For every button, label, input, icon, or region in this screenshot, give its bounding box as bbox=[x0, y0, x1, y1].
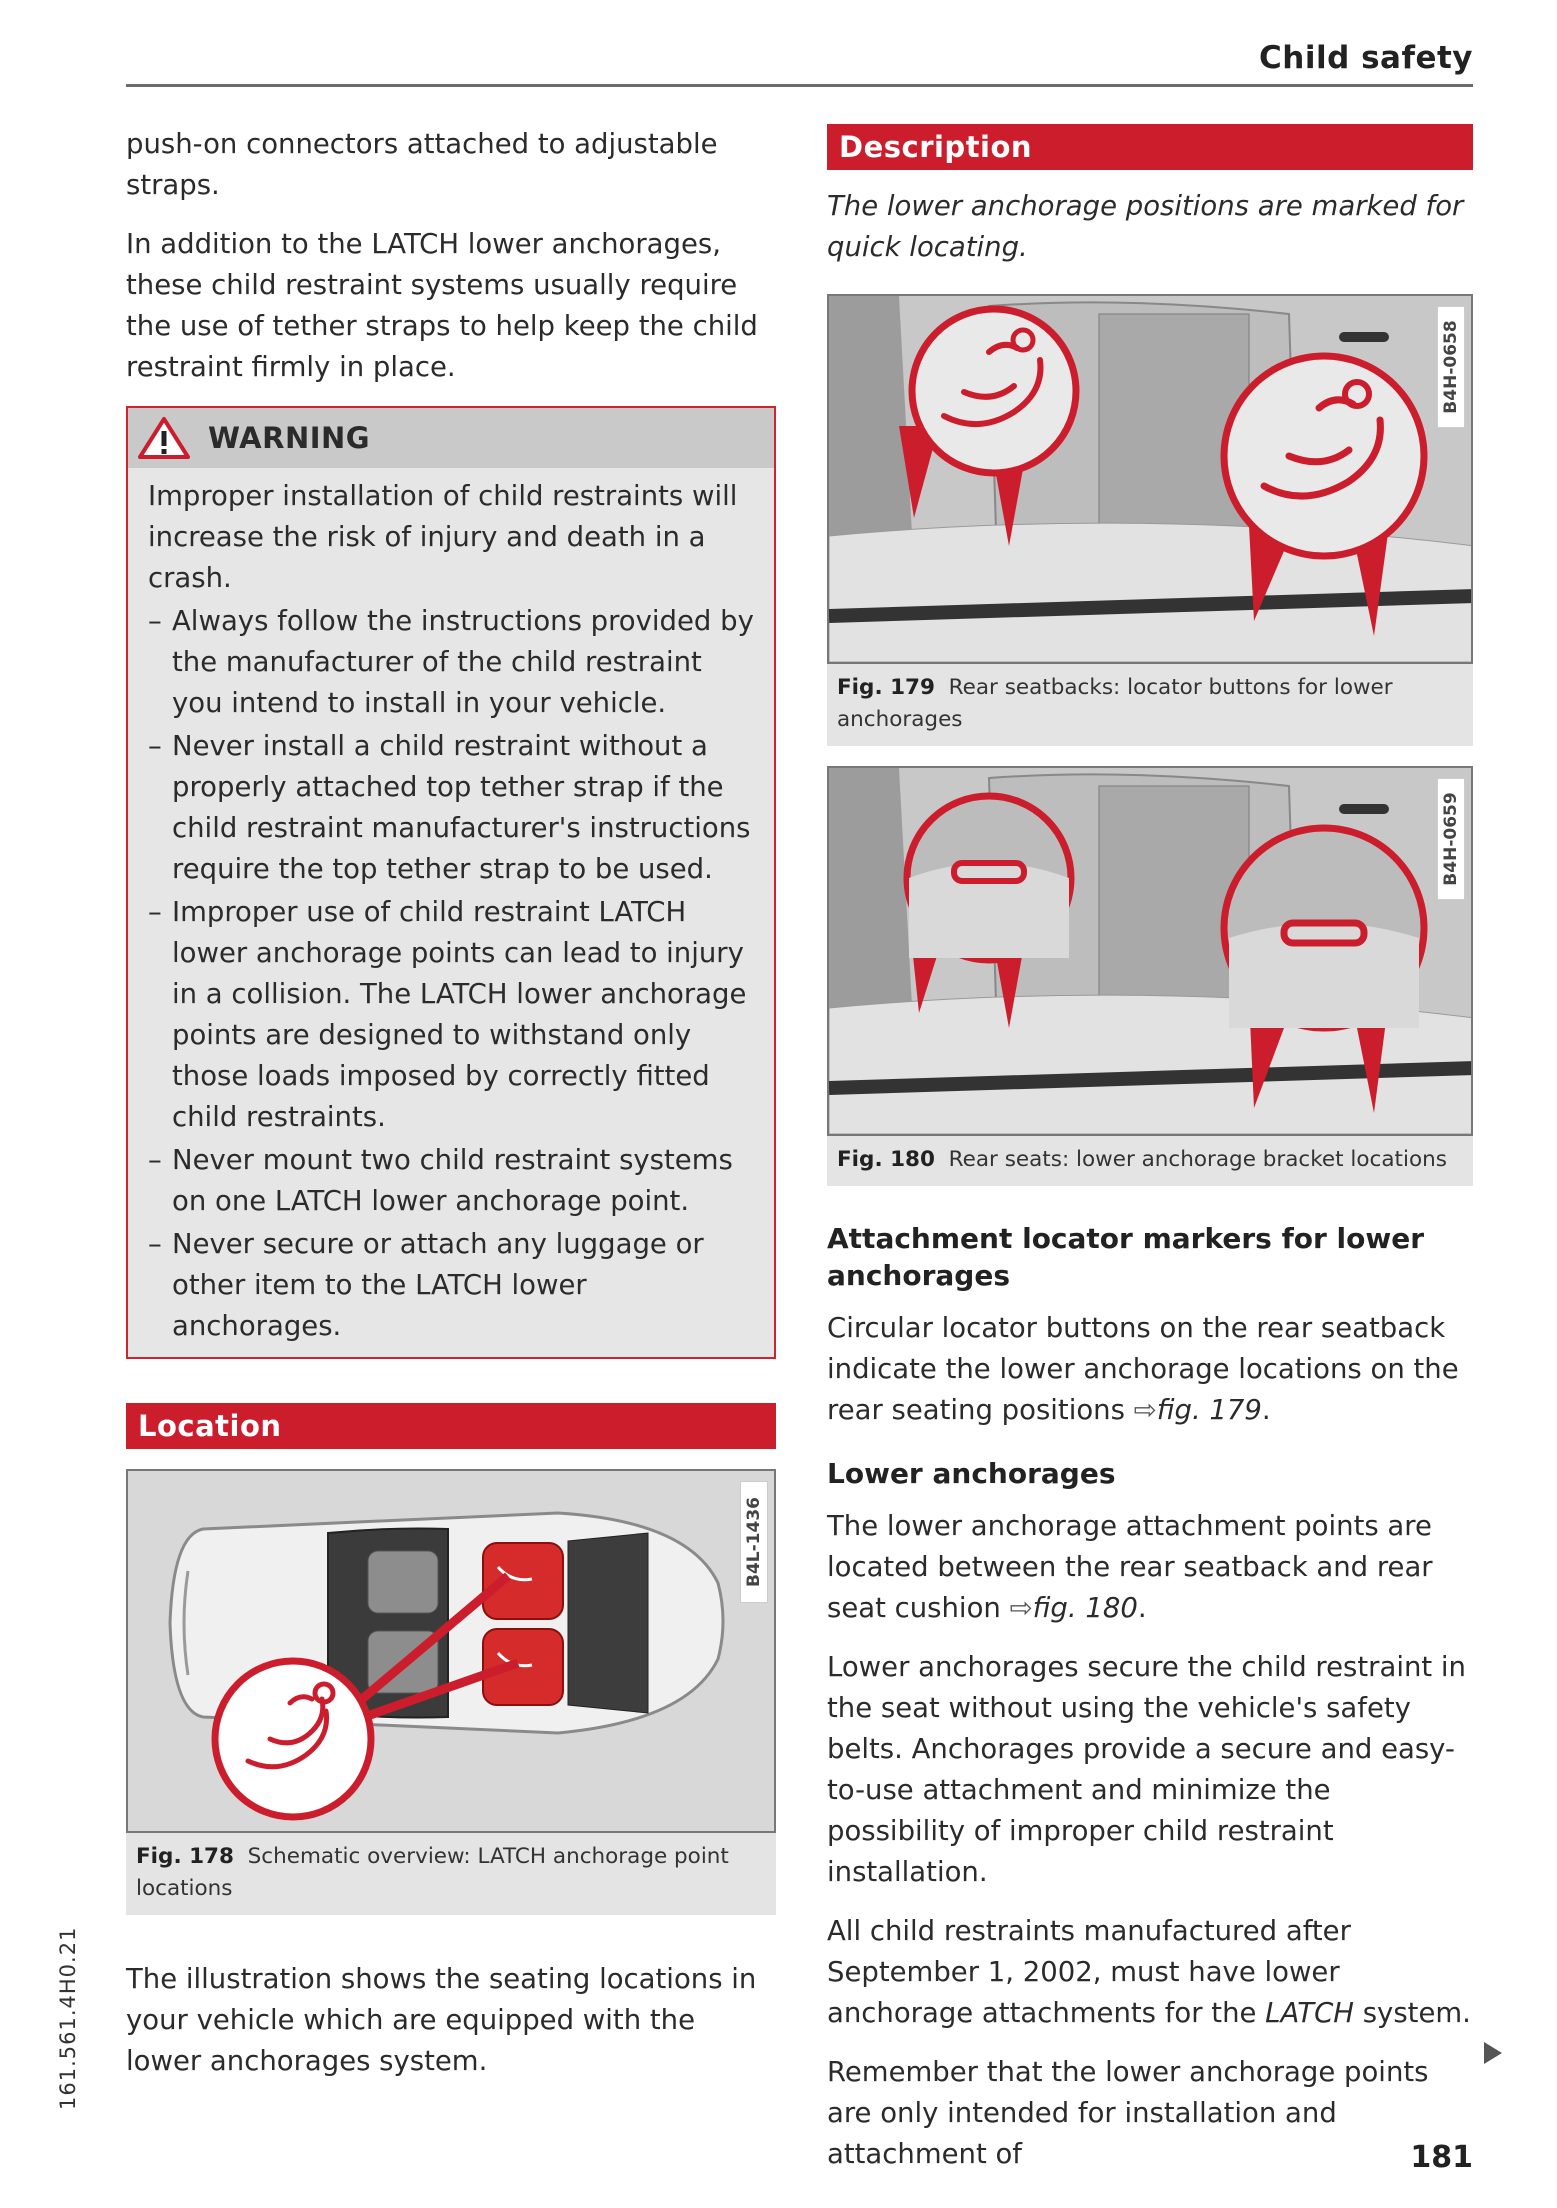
paragraph-locator-buttons: Circular locator buttons on the rear seatback indicate the lower anchorage locations on the rear seating positions ⇨fig. 179. bbox=[827, 1312, 1459, 1426]
figure-179-caption bbox=[827, 664, 1473, 746]
figure-178-label: Fig. 178 bbox=[136, 1844, 234, 1869]
warning-triangle-icon bbox=[138, 416, 190, 460]
right-column bbox=[827, 124, 1473, 2193]
paragraph-remember: Remember that the lower anchorage points are only intended for installation and attachment of bbox=[827, 2056, 1429, 2170]
figure-180-label: Fig. 180 bbox=[837, 1147, 935, 1172]
figure-reference-180[interactable]: fig. 180 bbox=[1032, 1592, 1138, 1624]
description-heading: Description bbox=[827, 124, 1473, 170]
figure-179 bbox=[827, 294, 1473, 664]
description-intro: The lower anchorage positions are marked for quick locating. bbox=[827, 190, 1464, 263]
paragraph-anchorage-points: The lower anchorage attachment points are located between the rear seatback and rear seat cushion ⇨fig. 180. bbox=[827, 1510, 1433, 1624]
figure-178-text: Schematic overview: LATCH anchorage point locations bbox=[136, 1844, 729, 1901]
header-rule bbox=[126, 84, 1473, 87]
latch-term: LATCH bbox=[1265, 1997, 1354, 2029]
paragraph-connectors: push-on connectors attached to adjustable straps. bbox=[126, 128, 718, 201]
figure-180-text: Rear seats: lower anchorage bracket locations bbox=[948, 1147, 1447, 1172]
warning-list bbox=[148, 601, 754, 1347]
page-number: 181 bbox=[1410, 2140, 1473, 2175]
page-header-title: Child safety bbox=[1259, 40, 1473, 76]
figure-180-caption bbox=[827, 1136, 1473, 1186]
warning-box bbox=[126, 406, 776, 1359]
figure-reference-179[interactable]: fig. 179 bbox=[1156, 1394, 1262, 1426]
figure-180 bbox=[827, 766, 1473, 1136]
seatback-illustration bbox=[829, 296, 1473, 662]
continue-arrow-icon bbox=[1482, 2040, 1504, 2066]
subheading-locator-markers: Attachment locator markers for lower anchorages bbox=[827, 1222, 1425, 1292]
figure-179-text: Rear seatbacks: locator buttons for lower anchorages bbox=[837, 675, 1393, 732]
figure-178-caption bbox=[126, 1833, 776, 1915]
paragraph-illustration: The illustration shows the seating locations in your vehicle which are equipped with the lower anchorages system. bbox=[126, 1963, 757, 2077]
warning-intro: Improper installation of child restraints will increase the risk of injury and death in a crash. bbox=[148, 480, 738, 594]
left-column bbox=[126, 124, 776, 2100]
reference-arrow-icon: ⇨ bbox=[1133, 1394, 1157, 1426]
figure-179-label: Fig. 179 bbox=[837, 675, 935, 700]
figure-179-code: B4H-0658 bbox=[1437, 306, 1465, 428]
warning-item: – Never secure or attach any luggage or other item to the LATCH lower anchorages. bbox=[148, 1228, 704, 1342]
figure-180-code: B4H-0659 bbox=[1437, 778, 1465, 900]
figure-178 bbox=[126, 1469, 776, 1833]
warning-header bbox=[128, 408, 774, 468]
paragraph-anchorages-secure: Lower anchorages secure the child restraint in the seat without using the vehicle's safety belts. Anchorages provide a secure and easy-to-use attachment and minimize the possibility of improper child restraint installation. bbox=[827, 1651, 1466, 1888]
paragraph-tether: In addition to the LATCH lower anchorages, these child restraint systems usually require the use of tether straps to help keep the child restraint firmly in place. bbox=[126, 228, 758, 383]
figure-178-code: B4L-1436 bbox=[740, 1481, 768, 1603]
warning-body bbox=[128, 468, 774, 1357]
warning-item: – Always follow the instructions provided by the manufacturer of the child restraint you intend to install in your vehicle. bbox=[148, 605, 754, 719]
warning-title: WARNING bbox=[208, 421, 371, 455]
rear-seat-illustration bbox=[829, 768, 1473, 1134]
warning-item: – Improper use of child restraint LATCH lower anchorage points can lead to injury in a collision. The LATCH lower anchorage points are designed to withstand only those loads imposed by correctly fitted child restraints. bbox=[148, 896, 747, 1133]
warning-item: – Never mount two child restraint systems on one LATCH lower anchorage point. bbox=[148, 1144, 733, 1217]
reference-arrow-icon: ⇨ bbox=[1009, 1592, 1033, 1624]
car-overhead-illustration bbox=[128, 1471, 776, 1831]
document-code: 161.561.4H0.21 bbox=[56, 1926, 80, 2110]
location-heading: Location bbox=[126, 1403, 776, 1449]
paragraph-after-2002: All child restraints manufactured after September 1, 2002, must have lower anchorage attachments for the LATCH system. bbox=[827, 1915, 1471, 2029]
warning-item: – Never install a child restraint without a properly attached top tether strap if the child restraint manufacturer's instructions require the top tether strap to be used. bbox=[148, 730, 751, 885]
subheading-lower-anchorages: Lower anchorages bbox=[827, 1457, 1116, 1490]
